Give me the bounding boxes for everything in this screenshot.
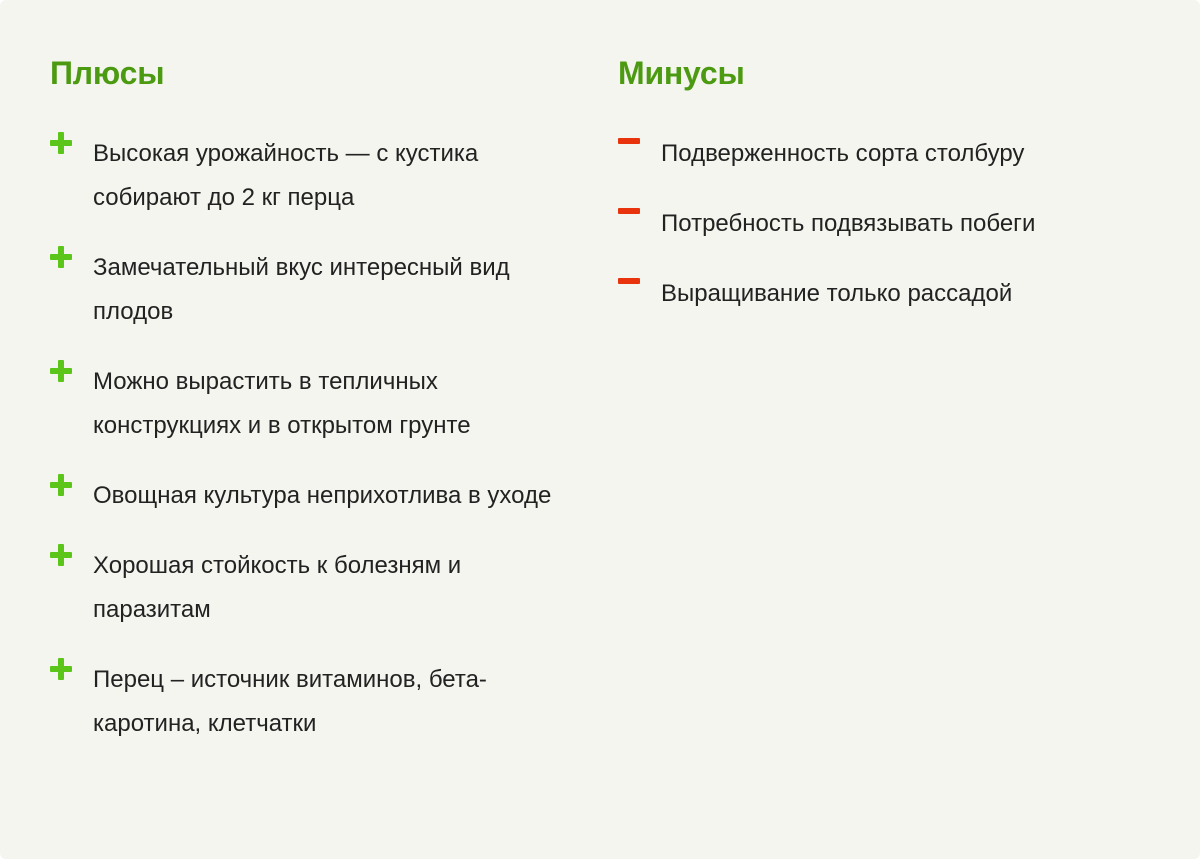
plus-icon [50,132,72,154]
plus-icon [50,544,72,566]
pros-item-text: Хорошая стойкость к болезням и паразитам [93,552,462,623]
pros-list [50,132,580,746]
cons-item [618,272,1158,316]
pros-column [50,54,580,772]
cons-heading: Минусы [618,55,745,91]
minus-icon [618,138,640,144]
cons-item [618,132,1158,176]
pros-item-text: Можно вырастить в тепличных конструкциях и в открытом грунте [93,368,471,439]
plus-icon [50,246,72,268]
pros-item [50,474,580,518]
cons-item-text: Выращивание только рассадой [661,280,1013,307]
plus-icon [50,474,72,496]
pros-item-text: Овощная культура неприхотлива в уходе [93,482,552,509]
pros-item-text: Высокая урожайность — с кустика собирают до 2 кг перца [93,140,479,211]
cons-item [618,202,1158,246]
pros-item [50,658,580,746]
pros-item [50,132,580,220]
cons-list [618,132,1158,316]
pros-item [50,360,580,448]
plus-icon [50,658,72,680]
pros-item [50,544,580,632]
plus-icon [50,360,72,382]
pros-item [50,246,580,334]
cons-column [618,54,1158,342]
minus-icon [618,278,640,284]
minus-icon [618,208,640,214]
pros-item-text: Перец – источник витаминов, бета-каротина, клетчатки [93,666,487,737]
pros-item-text: Замечательный вкус интересный вид плодов [93,254,510,325]
cons-item-text: Подверженность сорта столбуру [661,140,1025,167]
pros-heading: Плюсы [50,55,165,91]
cons-item-text: Потребность подвязывать побеги [661,210,1036,237]
